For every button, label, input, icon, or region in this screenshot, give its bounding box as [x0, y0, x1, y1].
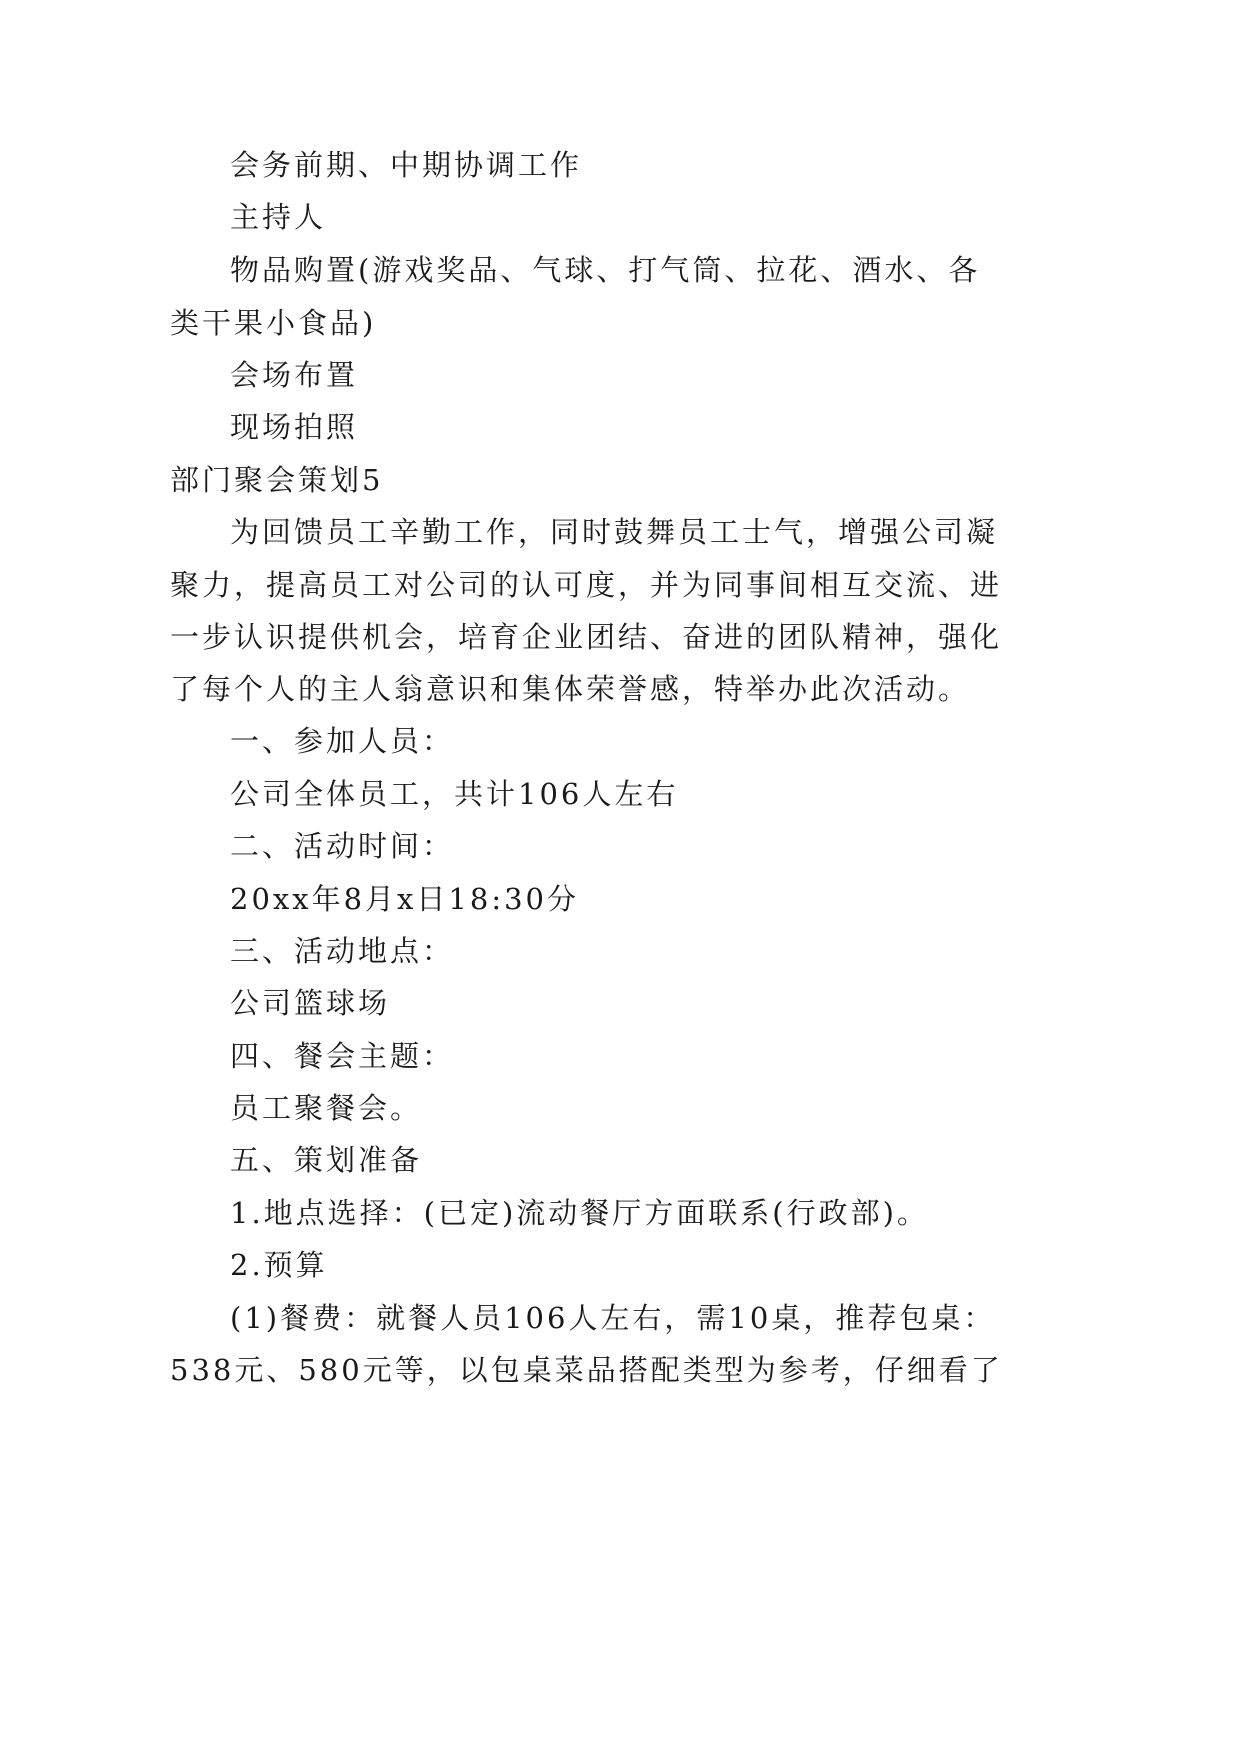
text-line-23: (1)餐费：就餐人员106人左右，需10桌，推荐包桌： [230, 1301, 996, 1335]
text-line-3: 物品购置(游戏奖品、气球、打气筒、拉花、酒水、各 [230, 253, 981, 287]
text-line-8: 为回馈员工辛勤工作，同时鼓舞员工士气，增强公司凝 [230, 515, 999, 549]
text-line-10: 一步认识提供机会，培育企业团结、奋进的团队精神，强化 [170, 620, 1003, 654]
text-line-6: 现场拍照 [230, 410, 359, 444]
section-heading: 部门聚会策划5 [170, 463, 384, 497]
text-line-19: 员工聚餐会。 [230, 1091, 423, 1125]
text-line-16: 三、活动地点： [230, 934, 455, 968]
text-line-14: 二、活动时间： [230, 829, 455, 863]
text-line-24: 538元、580元等，以包桌菜品搭配类型为参考，仔细看了 [170, 1353, 1003, 1387]
text-line-15: 20xx年8月x日18:30分 [230, 882, 579, 916]
text-line-5: 会场布置 [230, 358, 359, 392]
text-line-2: 主持人 [230, 200, 327, 234]
text-line-13: 公司全体员工，共计106人左右 [230, 777, 679, 811]
text-line-21: 1.地点选择：(已定)流动餐厅方面联系(行政部)。 [230, 1196, 929, 1230]
text-line-18: 四、餐会主题： [230, 1039, 455, 1073]
text-line-4: 类干果小食品) [170, 306, 377, 340]
text-line-22: 2.预算 [230, 1248, 328, 1282]
text-line-12: 一、参加人员： [230, 724, 455, 758]
text-line-1: 会务前期、中期协调工作 [230, 148, 583, 182]
text-line-9: 聚力，提高员工对公司的认可度，并为同事间相互交流、进 [170, 568, 1003, 602]
text-line-20: 五、策划准备 [230, 1143, 423, 1177]
text-line-17: 公司篮球场 [230, 986, 391, 1020]
text-line-11: 了每个人的主人翁意识和集体荣誉感，特举办此次活动。 [170, 672, 971, 706]
